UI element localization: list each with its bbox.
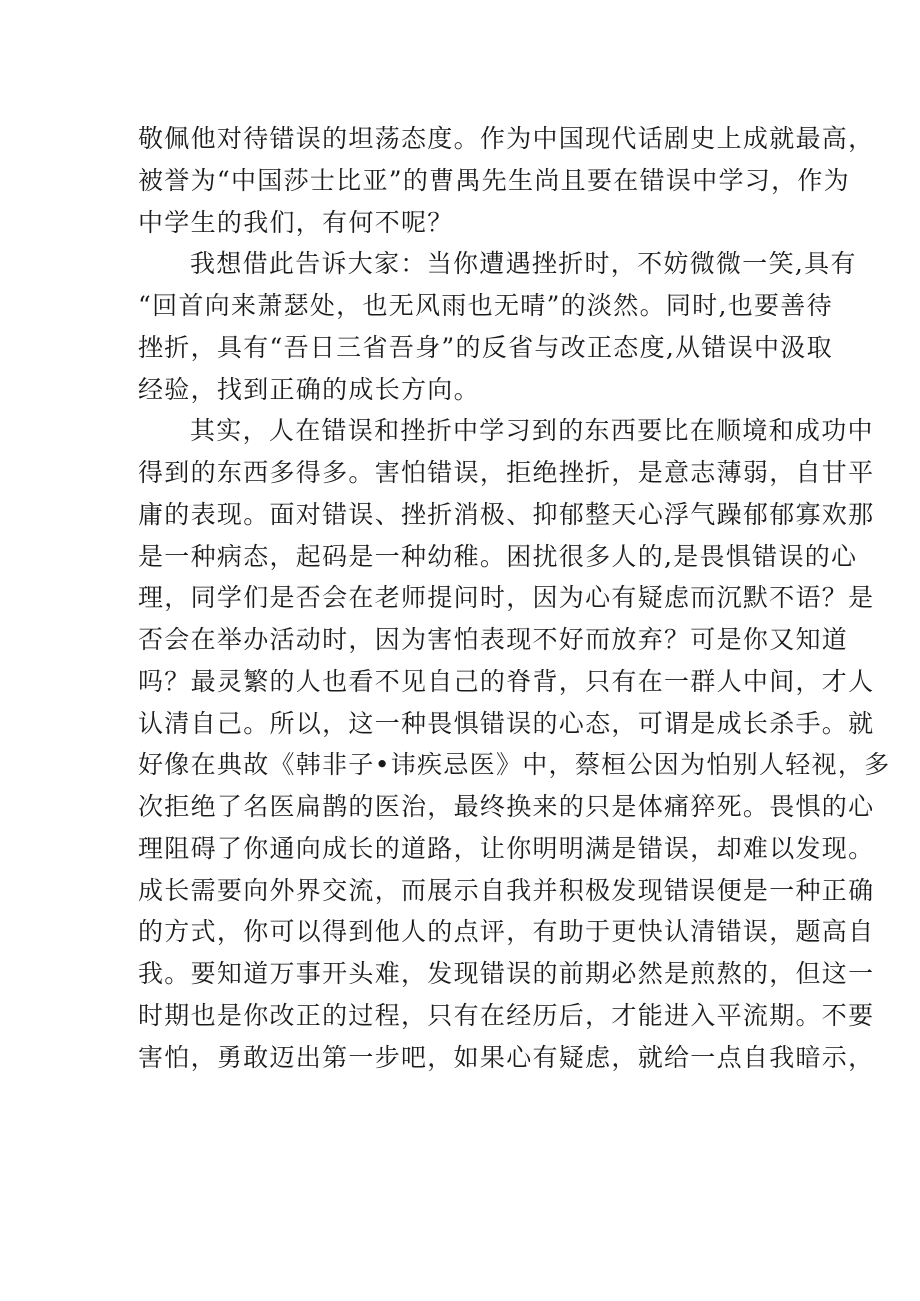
text-line: 害怕，勇敢迈出第一步吧，如果心有疑虑，就给一点自我暗示， — [138, 1042, 875, 1072]
text-line: 庸的表现。面对错误、挫折消极、抑郁整天心浮气躁郁郁寡欢那 — [138, 499, 875, 529]
paragraph-3 — [138, 410, 891, 1120]
text-line: 我。要知道万事开头难，发现错误的前期必然是煎熬的，但这一 — [138, 959, 875, 988]
paragraph-2 — [138, 243, 857, 410]
text-line: 好像在典故《韩非子•讳疾忌医》中，蔡桓公因为怕别人轻视，多 — [138, 750, 891, 780]
text-line: 理，同学们是否会在老师提问时，因为心有疑虑而沉默不语？是 — [138, 583, 875, 613]
text-line — [138, 1078, 806, 1120]
text-line: 吗？最灵繁的人也看不见自己的脊背，只有在一群人中间，才人 — [138, 666, 875, 696]
text-line: 经验，找到正确的成长方向。 — [138, 374, 480, 404]
text-line: 挫折，具有“吾日三省吾身”的反省与改正态度,从错误中汲取 — [138, 332, 833, 362]
text-line: 被誉为“中国莎士比亚”的曹禺先生尚且要在错误中学习，作为 — [138, 165, 850, 195]
text-line: 次拒绝了名医扁鹊的医治，最终换来的只是体痛猝死。畏惧的心 — [138, 792, 875, 821]
document-body — [138, 118, 891, 1120]
text-line: 中学生的我们，有何不呢？ — [138, 207, 454, 237]
text-line: 时期也是你改正的过程，只有在经历后，才能进入平流期。不要 — [138, 1000, 875, 1030]
text-line: 成长需要向外界交流，而展示自我并积极发现错误便是一种正确 — [138, 875, 875, 905]
text-line-indented: 其实，人在错误和挫折中学习到的东西要比在顺境和成功中 — [190, 416, 874, 446]
paragraph-1 — [138, 118, 875, 243]
text-line: 敬佩他对待错误的坦荡态度。作为中国现代话剧史上成就最高， — [138, 124, 875, 153]
text-line: 理阻碍了你通向成长的道路，让你明明满是错误，却难以发现。 — [138, 833, 875, 863]
text-line: 认清自己。所以，这一种畏惧错误的心态，可谓是成长杀手。就 — [138, 708, 875, 738]
text-line: 的方式，你可以得到他人的点评，有助于更快认清错误，题高自 — [138, 917, 875, 947]
text-line: 得到的东西多得多。害怕错误，拒绝挫折，是意志薄弱，自甘平 — [138, 458, 875, 487]
text-line: “回首向来萧瑟处，也无风雨也无晴”的淡然。同时,也要善待 — [138, 291, 833, 320]
text-line: 否会在举办活动时，因为害怕表现不好而放弃？可是你又知道 — [138, 625, 849, 654]
text-line: 是一种病态，起码是一种幼稚。困扰很多人的,是畏惧错误的心 — [138, 541, 858, 571]
text-line-indented: 我想借此告诉大家：当你遭遇挫折时，不妨微微一笑,具有 — [190, 249, 857, 279]
